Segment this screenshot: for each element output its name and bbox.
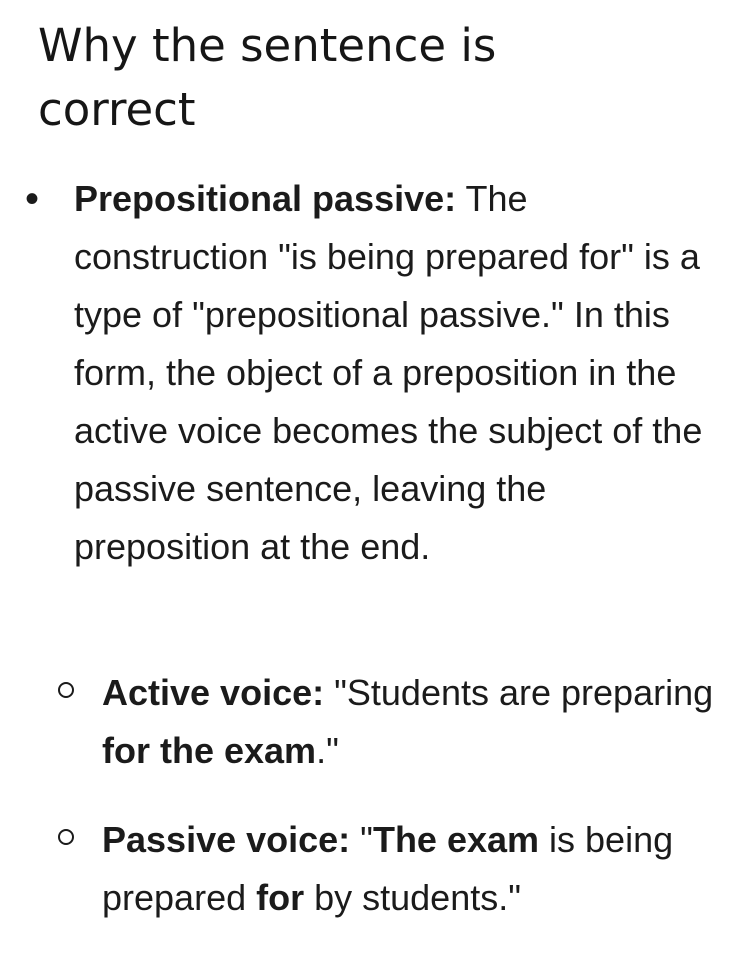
hollow-circle-bullet-icon bbox=[58, 682, 74, 698]
hollow-circle-bullet-icon bbox=[58, 829, 74, 845]
passive-voice-example: Passive voice: "The exam is being prepared for by students." bbox=[102, 819, 674, 918]
term-active-voice: Active voice: bbox=[102, 672, 325, 713]
list-item-prepositional-passive bbox=[74, 170, 724, 576]
section-heading: Why the sentence is correct bbox=[38, 19, 497, 136]
bullet-dot-icon: • bbox=[25, 177, 40, 221]
term-passive-voice: Passive voice: bbox=[102, 819, 351, 860]
emphasis-the-exam: The exam bbox=[372, 819, 540, 860]
active-voice-example: Active voice: "Students are preparing for the exam." bbox=[102, 672, 714, 771]
emphasis-for: for bbox=[256, 877, 305, 918]
sub-item-passive-voice bbox=[58, 811, 738, 931]
explanation-text: The construction "is being prepared for" is a type of "prepositional passive." In this form, the object of a preposition in the active voice becomes the subject of the passive sentence, leaving the preposition at the end. bbox=[74, 178, 703, 567]
emphasis-for-the-exam: for the exam bbox=[102, 730, 317, 771]
sub-item-active-voice bbox=[58, 664, 738, 784]
term-prepositional-passive: Prepositional passive: bbox=[74, 178, 457, 219]
